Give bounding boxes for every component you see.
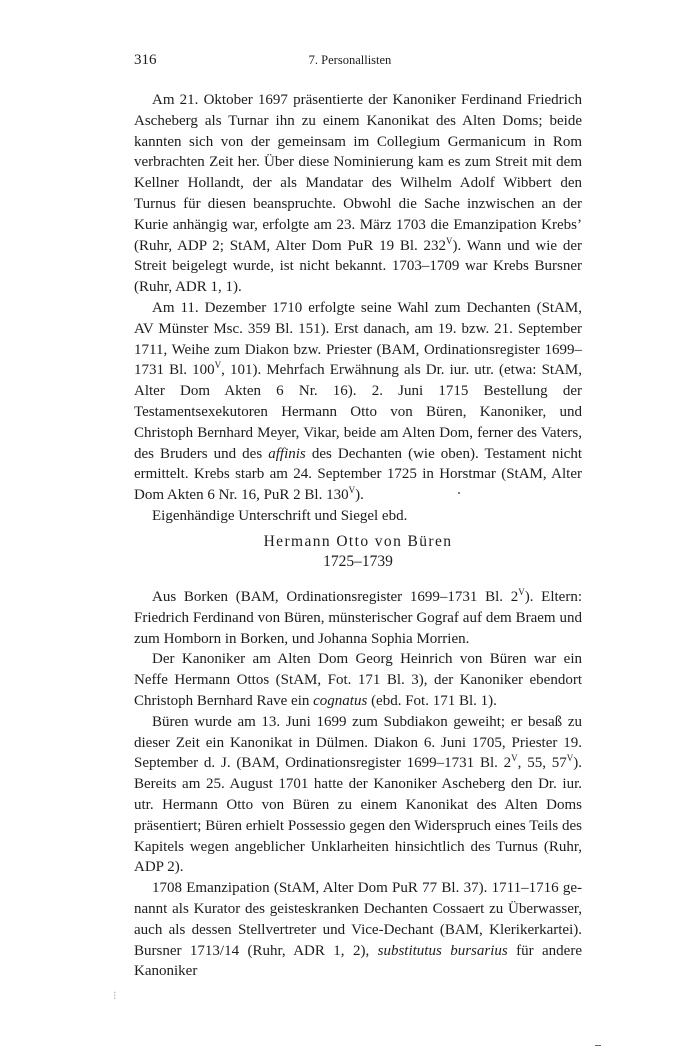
paragraph [134, 90, 582, 298]
text-run: ). Eltern: Friedrich Ferdinand von Büren, münsterischer Gograf auf dem Braem und zum Homborn in Borken, und Johanna Sophia Morrien. [134, 589, 582, 647]
text-run: Der Kanoniker am Alten Dom Georg Heinrich von Büren war ein Neffe Hermann Ottos (StAM, Fot. 171 Bl. 3), der Kanoniker ebendort Christoph Bernhard Rave ein [134, 651, 582, 709]
superscript: V [566, 753, 574, 764]
italic-text: cognatus [313, 692, 368, 709]
superscript: V [511, 753, 518, 764]
text-run: , 101). Mehrfach Erwähnung als Dr. iur. utr. (etwa: StAM, Alter Dom Akten 6 Nr. 16). 2. Juni 1715 Bestellung der Testamentsexekutoren Hermann Otto von Büren, Kanoniker, und Christoph Bernhard Meyer, Vikar, beide am Alten Dom, ferner des Vaters, des Bruders und des [134, 362, 582, 462]
biography-heading [134, 532, 582, 572]
paragraph [134, 298, 582, 506]
biography-years: 1725–1739 [323, 553, 393, 570]
text-run: ). [355, 487, 364, 504]
running-head: 7. Personallisten [308, 53, 392, 67]
paragraph [134, 649, 582, 711]
superscript: V [518, 587, 525, 597]
text-run: (ebd. Fot. 171 Bl. 1). [367, 692, 497, 709]
print-dot-mark [458, 492, 460, 494]
paragraph [134, 878, 582, 982]
text-run: Aus Borken (BAM, Ordinationsregister 1699–1731 Bl. 2 [152, 589, 519, 605]
superscript: V [348, 485, 356, 496]
text-run: für andere Kanoniker [134, 942, 582, 980]
italic-text: affinis [268, 445, 306, 462]
text-run: ). Bereits am 25. August 1701 hatte der Kanoniker Ascheberg den Dr. iur. utr. Hermann Otto von Büren zu einem Kanonikat des Alten Doms präsentiert; Büren erhielt Possessio gegen den Widerspruch eines Teils des Kapitels wegen angeblicher Unklarheiten hinsichtlich des Turnus (Ruhr, ADP 2). [134, 755, 583, 876]
biography-name: Hermann Otto von Büren [263, 533, 453, 550]
text-block-krebs [134, 90, 582, 527]
text-run: Am 11. Dezember 1710 erfolgte seine Wahl zum Dechanten (StAM, AV Münster Msc. 359 Bl. 151). Erst danach, am 19. bzw. 21. September 1711, Weihe zum Diakon bzw. Priester (BAM, Ordinationsregister 1699–1731 Bl. 100 [134, 299, 582, 379]
text-run: ). Wann und wie der Streit beigelegt wurde, ist nicht bekannt. 1703–1709 war Krebs Bursner (Ruhr, ADR 1, 1). [134, 237, 582, 296]
margin-tick-mark: ⁝ [113, 990, 117, 1002]
text-run: Büren wurde am 13. Juni 1699 zum Subdiakon geweiht; er besaß zu dieser Zeit ein Kanonikat in Dülmen. Diakon 6. Juni 1705, Priester 19. September d. J. (BAM, Ordinationsregister 1699–1731 Bl. 2 [134, 713, 582, 772]
text-run: Eigenhändige Unterschrift und Siegel ebd. [152, 507, 408, 524]
text-run: Am 21. Oktober 1697 präsentierte der Kanoniker Ferdinand Friedrich Ascheberg als Turnar ihn zu einem Kanonikat des Alten Doms; beide kannten sich von der gemeinsam im Collegium Germanicum in Rom verbrachten Zeit her. Über diese Nominierung kam es zum Streit mit dem Kellner Hollandt, der als Mandatar des Wilhelm Adolf Wibbert den Turnus für diesen beanspruchte. Obwohl die Sache inzwischen an der Kurie anhängig war, erfolgte am 23. März 1703 die Emanzipation Krebs’ (Ruhr, ADP 2; StAM, Alter Dom PuR 19 Bl. 232 [134, 92, 582, 254]
text-run: des Dechanten (wie oben). Testament nicht ermittelt. Krebs starb am 24. September 1725 in Horstmar (StAM, Alter Dom Akten 6 Nr. 16, PuR 2 Bl. 130 [134, 445, 582, 504]
page-number: 316 [134, 52, 157, 68]
italic-text: substitutus bursarius [377, 942, 508, 959]
print-dash-mark [595, 1045, 601, 1046]
paragraph [134, 587, 582, 649]
text-run: , 55, 57 [517, 755, 567, 772]
text-run: 1708 Emanzipation (StAM, Alter Dom PuR 77 Bl. 37). 1711–1716 genannt als Kurator des geisteskranken Dechanten Cossaert zu Überwasser, auch als dessen Stellvertreter und Vice-Dechant (BAM, Klerikerkartei). Bursner 1713/14 (Ruhr, ADR 1, 2), [134, 880, 582, 959]
paragraph [134, 712, 582, 878]
superscript: V [214, 360, 222, 371]
paragraph [134, 506, 582, 527]
text-block-bueren [134, 587, 582, 982]
superscript: V [446, 235, 453, 246]
